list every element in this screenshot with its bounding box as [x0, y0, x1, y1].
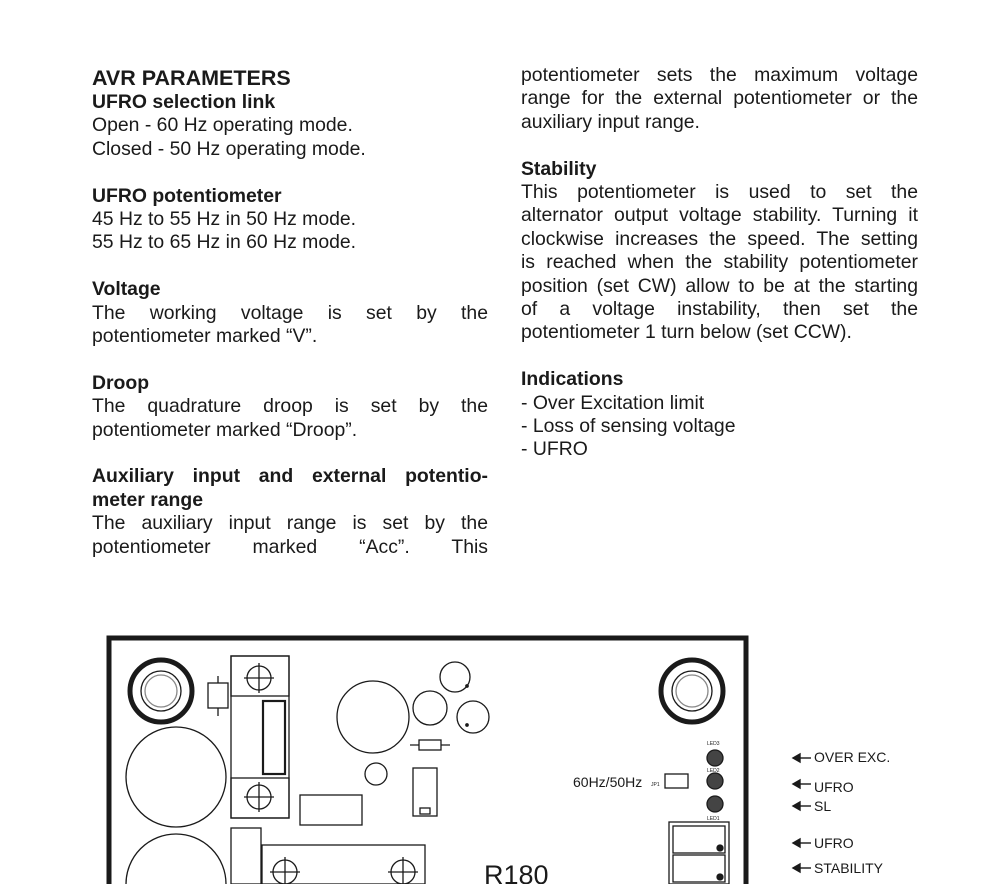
- led-2: [707, 773, 723, 789]
- ic-chip: [413, 768, 437, 816]
- callout-label: UFRO: [814, 835, 854, 851]
- jumper-jp1: [665, 774, 688, 788]
- section-heading: Droop: [92, 371, 150, 394]
- body-line: potentiometer marked “Droop”.: [92, 418, 358, 441]
- list-item: - UFRO: [521, 438, 588, 461]
- arrow-left-icon: [793, 754, 811, 762]
- callout-label: UFRO: [814, 779, 854, 795]
- body-line: Closed - 50 Hz operating mode.: [92, 137, 366, 160]
- body-line: 55 Hz to 65 Hz in 60 Hz mode.: [92, 231, 357, 254]
- body-line: potentiometer marked “Acc”. This: [92, 535, 488, 558]
- capacitor-small-2: [413, 691, 447, 725]
- arrow-left-icon: [793, 864, 811, 872]
- terminal-block: [231, 828, 261, 884]
- body-line: 45 Hz to 55 Hz in 50 Hz mode.: [92, 208, 357, 231]
- body-line: alternator output voltage stability. Turning it: [521, 204, 918, 227]
- body-line: potentiometer marked “V”.: [92, 325, 318, 348]
- body-line: of a voltage instability, then set the: [521, 298, 918, 321]
- capacitor-medium: [337, 681, 409, 753]
- arrow-left-icon: [793, 802, 811, 810]
- page-title: AVR PARAMETERS: [92, 66, 291, 90]
- section-heading: Stability: [521, 157, 597, 180]
- diode-block: [208, 683, 228, 708]
- body-line: range for the external potentiometer or the: [521, 87, 918, 110]
- relay-box: [300, 795, 362, 825]
- list-item: - Over Excitation limit: [521, 391, 705, 414]
- board-outline: [109, 638, 746, 884]
- body-line: clockwise increases the speed. The setting: [521, 227, 918, 250]
- led-label: LED1: [707, 816, 720, 822]
- callout-label: SL: [814, 798, 832, 814]
- section-heading: UFRO potentiometer: [92, 184, 282, 207]
- arrow-left-icon: [793, 780, 811, 788]
- callout-label: OVER EXC.: [814, 749, 891, 765]
- body-line: is reached when the stability potentiometer: [521, 251, 918, 274]
- capacitor-small-4: [365, 763, 387, 785]
- resistor: [419, 740, 441, 750]
- body-line: potentiometer sets the maximum voltage: [521, 64, 918, 86]
- body-line: Open - 60 Hz operating mode.: [92, 114, 353, 137]
- body-line: The quadrature droop is set by the: [92, 395, 488, 418]
- mounting-hole-right: [661, 660, 723, 722]
- heatsink-bar: [263, 701, 285, 774]
- led-label: LED2: [707, 768, 720, 774]
- capacitor-small-1: [440, 662, 470, 692]
- body-line: This potentiometer is used to set the: [521, 181, 918, 204]
- transformer-block: [231, 656, 289, 818]
- frequency-label: 60Hz/50Hz: [573, 774, 643, 790]
- section-heading: Voltage: [92, 278, 161, 301]
- body-line: The auxiliary input range is set by the: [92, 512, 488, 535]
- potentiometer-strip: [262, 845, 425, 884]
- body-line: The working voltage is set by the: [92, 301, 488, 324]
- section-heading: Indications: [521, 368, 624, 391]
- body-line: position (set CW) allow to be at the starting: [521, 274, 918, 297]
- mounting-hole-left: [130, 660, 192, 722]
- section-heading: Auxiliary input and external potentio-: [92, 465, 488, 488]
- led-1: [707, 796, 723, 812]
- section-heading: meter range: [92, 488, 204, 511]
- list-item: - Loss of sensing voltage: [521, 415, 736, 438]
- jumper-label: JP1: [651, 782, 660, 788]
- capacitor-small-3: [457, 701, 489, 733]
- capacitor-large-2: [126, 834, 226, 884]
- body-line: auxiliary input range.: [521, 110, 700, 133]
- arrow-left-icon: [793, 839, 811, 847]
- section-heading: UFRO selection link: [92, 91, 276, 113]
- capacitor-large-1: [126, 727, 226, 827]
- led-label: LED3: [707, 741, 720, 747]
- callout-label: STABILITY: [814, 860, 883, 876]
- board-label: R180: [484, 860, 549, 884]
- led-3: [707, 750, 723, 766]
- body-line: potentiometer 1 turn below (set CCW).: [521, 321, 852, 344]
